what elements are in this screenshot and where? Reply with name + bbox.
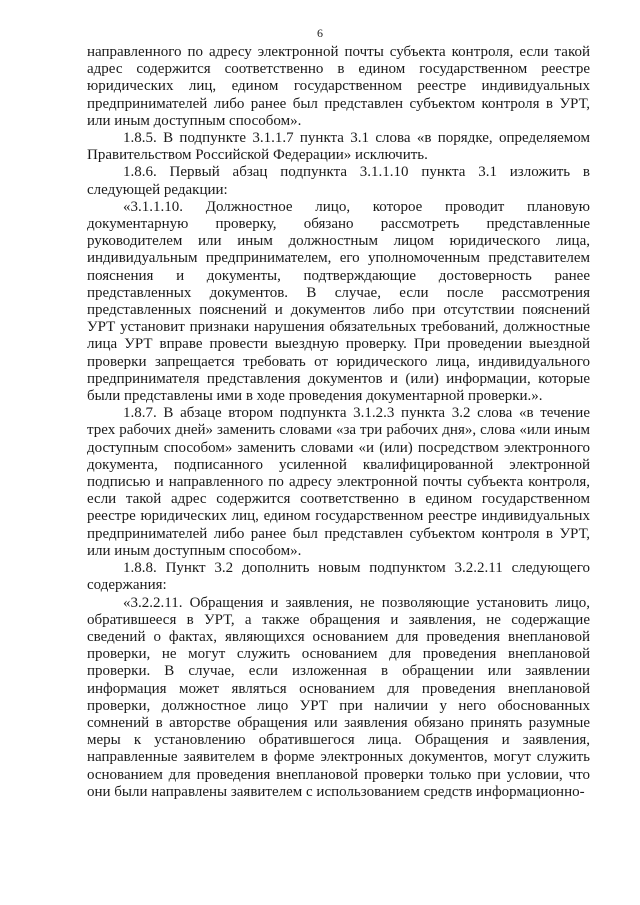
page-number: 6: [317, 26, 323, 40]
paragraph-continuation: направленного по адресу электронной почты субъекта контроля, если такой адрес содержится соответственно в едином государственном реестре юридических лиц, едином государственном реестре индивидуальных предпринимателей либо ранее был представлен субъектом контроля в УРТ, или иным доступным способом».: [87, 44, 590, 129]
paragraph-1-8-5: 1.8.5. В подпункте 3.1.1.7 пункта 3.1 слова «в порядке, определяемом Правительством Российской Федерации» исключить.: [87, 130, 590, 164]
paragraph-3-2-2-11: «3.2.2.11. Обращения и заявления, не позволяющие установить лицо, обратившееся в УРТ, а также обращения и заявления, не содержащие сведений о фактах, являющихся основанием для проведения внеплановой проверки, не могут служить основанием для проведения внеплановой проверки. В случае, если изложенная в обращении или заявлении информация может являться основанием для проведения внеплановой проверки, должностное лицо УРТ при наличии у него обоснованных сомнений в авторстве обращения или заявления обязано принять разумные меры к установлению обратившегося лица. Обращения и заявления, направленные заявителем в форме электронных документов, могут служить основанием для проведения внеплановой проверки только при условии, что они были направлены заявителем с использованием средств информационно-: [87, 594, 590, 800]
paragraph-3-1-1-10: «3.1.1.10. Должностное лицо, которое проводит плановую документарную проверку, обязано рассмотреть представленные руководителем или иным должностным лицом юридического лица, индивидуальным предпринимателем, его уполномоченным представителем пояснения и документы, подтверждающие достоверность ранее представленных документов. В случае, если после рассмотрения представленных пояснений и документов либо при отсутствии пояснений УРТ установит признаки нарушения обязательных требований, должностные лица УРТ вправе провести выездную проверку. При проведении выездной проверки запрещается требовать от юридического лица, индивидуального предпринимателя представления документов и (или) информации, которые были представлены ими в ходе проведения документарной проверки.».: [87, 198, 590, 405]
paragraph-1-8-8: 1.8.8. Пункт 3.2 дополнить новым подпунктом 3.2.2.11 следующего содержания:: [87, 560, 590, 594]
paragraph-1-8-7: 1.8.7. В абзаце втором подпункта 3.1.2.3 пункта 3.2 слова «в течение трех рабочих дней» заменить словами «за три рабочих дня», слова «или иным доступным способом» заменить словами «и (или) посредством электронного документа, подписанного усиленной квалифицированной электронной подписью и направленного по адресу электронной почты субъекта контроля, если такой адрес содержится соответственно в едином государственном реестре юридических лиц, едином государственном реестре индивидуальных предпринимателей либо ранее был представлен субъектом контроля в УРТ, или иным доступным способом».: [87, 405, 590, 559]
document-body: [87, 44, 590, 801]
paragraph-1-8-6: 1.8.6. Первый абзац подпункта 3.1.1.10 пункта 3.1 изложить в следующей редакции:: [87, 164, 590, 198]
